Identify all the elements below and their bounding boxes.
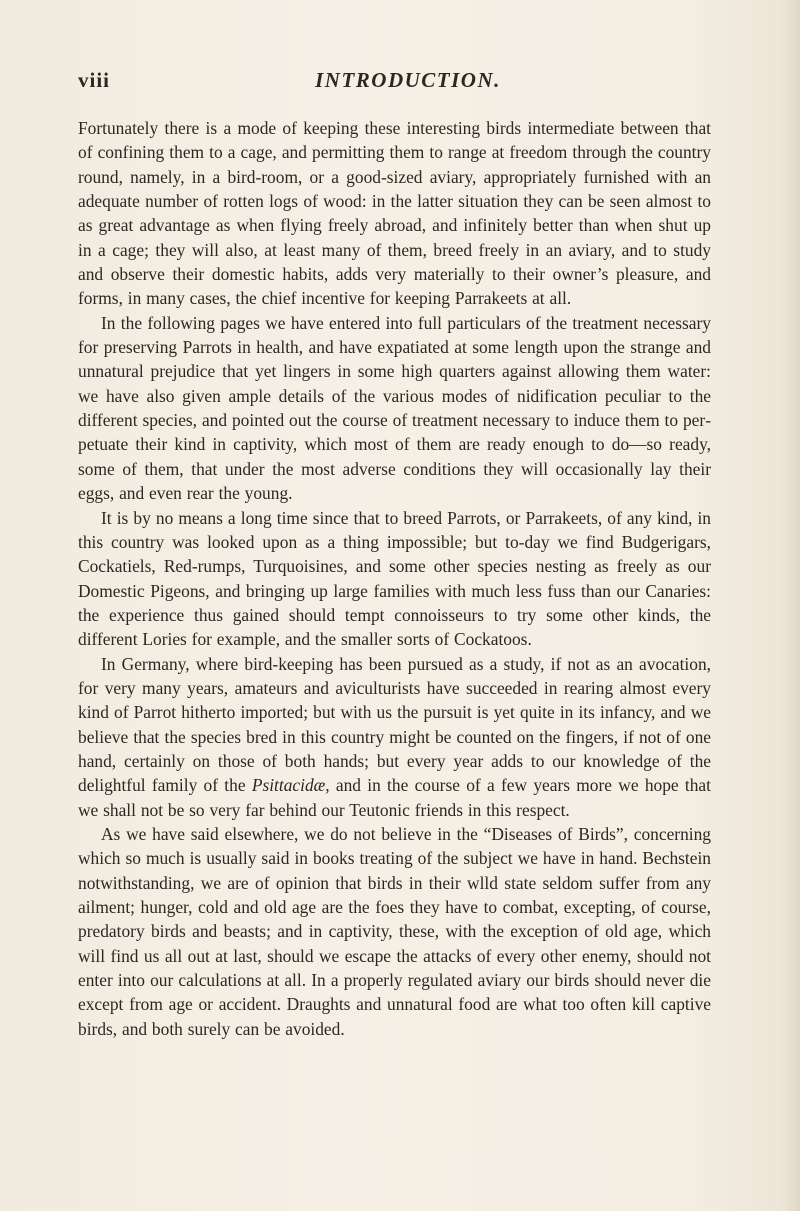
paragraph-1: Fortunately there is a mode of keeping these interesting birds intermediate between that of confining them to a cage, and permitting them to range at freedom through the country round, namely, in a bird-room, or a good-sized aviary, appropriately furnished with an adequate number of rotten logs of wood: in the latter situation they can be seen almost to as great advantage as when flying freely abroad, and infinitely better than when shut up in a cage; they will also, at least many of them, breed freely in an aviary, and to study and observe their domestic habits, adds very materially to their owner’s pleasure, and forms, in many cases, the chief incentive for keeping Parrakeets at all. xyxy=(78,118,711,309)
body-text xyxy=(78,116,711,1041)
paragraph-4 xyxy=(78,652,711,822)
paragraph-3: It is by no means a long time since that to breed Parrots, or Parrakeets, of any kind, in this country was looked upon as a thing impossible; but to-day we find Budgerigars, Cockatiels, Red-rumps, Turquoisines, and some other species nesting as freely as our Domestic Pigeons, and bringing up large families with much less fuss than our Canaries: the experience thus gained should tempt connoisseurs to try some other kinds, the different Lories for example, and the smaller sorts of Cockatoos. xyxy=(78,507,711,650)
paragraph-4-text-after: and in the course of a few years more we hope that we shall not be so very far behind our Teutonic friends in this respect. xyxy=(78,775,711,820)
page-number: viii xyxy=(78,68,111,92)
page-edge-shadow xyxy=(782,0,800,1211)
paragraph-2: In the following pages we have entered into full particulars of the treatment necessary for preserving Parrots in health, and have expatiated at some length upon the strange and unnatural prejudice that yet lingers in some high quarters against allowing them water: we have also given ample details of the various modes of nidification peculiar to the different species, and pointed out the course of treatment necessary to induce them to perpetuate their kind in captivity, which most of them are ready enough to do—so ready, some of them, that under the most adverse conditions they will occasionally lay their eggs, and even rear the young. xyxy=(78,312,711,504)
running-head xyxy=(78,68,698,96)
paragraph-4-text-before: In Germany, where bird-keeping has been pursued as a study, if not as an avocation, for very many years, amateurs and aviculturists have succeeded in rearing almost every kind of Parrot hitherto imported; but with us the pursuit is yet quite in its infancy, and we believe that the species bred in this country might be counted on the fingers, if not of one hand, certainly on those of both hands; but every year adds to our knowledge of the delightful family of the xyxy=(78,653,711,796)
paragraph-5: As we have said elsewhere, we do not believe in the “Diseases of Birds”, concerning which so much is usually said in books treating of the subject we have in hand. Bechstein notwithstanding, we are of opinion that birds in their wlld state seldom suffer from any ailment; hunger, cold and old age are the foes they have to combat, excepting, of course, predatory birds and beasts; and in captivity, these, with the exception of old age, which will find us all out at last, should we escape the attacks of every other enemy, should not enter into our calculations at all. In a properly regulated aviary our birds should never die except from age or accident. Draughts and unnatural food are what too often kill captive birds, and both surely can be avoided. xyxy=(78,823,711,1039)
running-title: INTRODUCTION. xyxy=(315,68,501,92)
family-name-italic: Psittacidæ, xyxy=(251,775,330,796)
